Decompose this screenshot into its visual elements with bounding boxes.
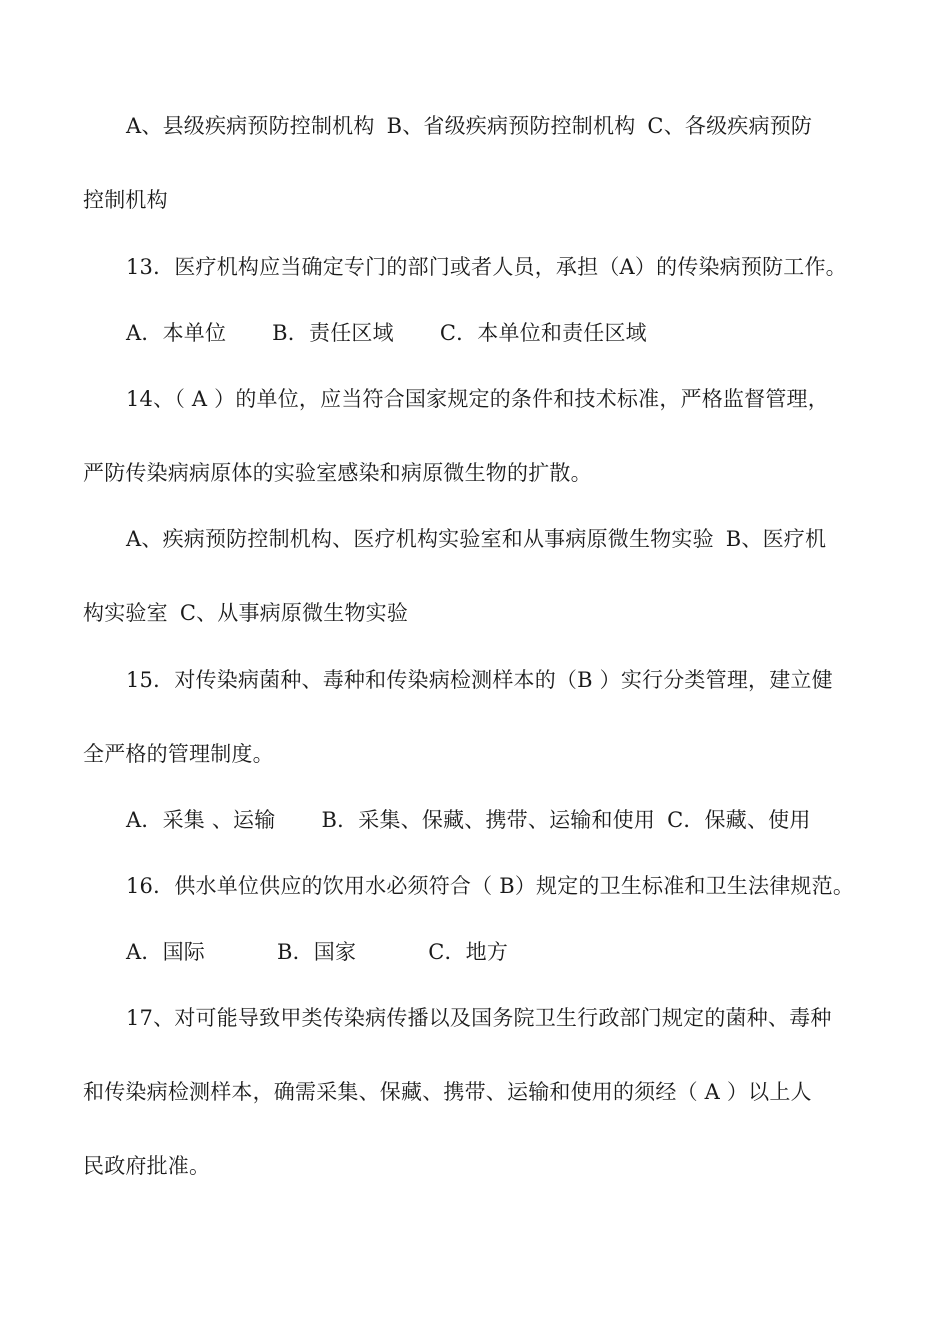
q14-option-c: C、从事病原微生物实验: [179, 601, 409, 625]
q14-question-line-2: 严防传染病病原体的实验室感染和病原微生物的扩散。: [83, 461, 592, 485]
q12-option-b: B、省级疾病预防控制机构: [386, 114, 636, 138]
q15-options: [126, 805, 811, 835]
q12-options-line-2: 控制机构: [83, 188, 168, 212]
q16-option-c: C．地方: [428, 940, 509, 964]
q14-option-b: B、医疗机: [725, 527, 827, 551]
q14-option-b-continued: 构实验室: [83, 601, 168, 625]
q15-question-line-2: 全严格的管理制度。: [83, 742, 274, 766]
q14-question-line-1: 14、（ A ）的单位，应当符合国家规定的条件和技术标准，严格监督管理，: [126, 387, 829, 411]
q17-question-line-3: 民政府批准。: [83, 1154, 211, 1178]
q14-options-line-2: [83, 598, 408, 628]
q13-option-b: B．责任区域: [272, 321, 394, 345]
q17-question-line-1: 17、对可能导致甲类传染病传播以及国务院卫生行政部门规定的菌种、毒种: [126, 1006, 832, 1030]
q15-option-b: B．采集、保藏、携带、运输和使用: [321, 808, 656, 832]
q13-option-c: C．本单位和责任区域: [439, 321, 647, 345]
q12-option-c: C、各级疾病预防: [647, 114, 813, 138]
q15-option-a: A．采集 、运输: [126, 808, 276, 832]
q16-option-b: B．国家: [276, 940, 357, 964]
q14-option-a: A、疾病预防控制机构、医疗机构实验室和从事病原微生物实验: [126, 527, 714, 551]
q16-option-a: A．国际: [126, 940, 205, 964]
q14-options-line-1: [126, 524, 826, 554]
q15-option-c: C．保藏、使用: [667, 808, 811, 832]
q13-option-a: A．本单位: [126, 321, 227, 345]
q16-question: 16．供水单位供应的饮用水必须符合（ B）规定的卫生标准和卫生法律规范。: [126, 874, 855, 898]
q15-question-line-1: 15．对传染病菌种、毒种和传染病检测样本的（B ）实行分类管理，建立健: [126, 668, 833, 692]
q13-question: 13．医疗机构应当确定专门的部门或者人员，承担（A）的传染病预防工作。: [126, 255, 847, 279]
q13-options: [126, 318, 647, 348]
q16-options: [126, 937, 508, 967]
q17-question-line-2: 和传染病检测样本，确需采集、保藏、携带、运输和使用的须经（ A ）以上人: [83, 1080, 812, 1104]
q12-options-line-1: [126, 111, 812, 141]
q12-option-a: A、县级疾病预防控制机构: [126, 114, 375, 138]
